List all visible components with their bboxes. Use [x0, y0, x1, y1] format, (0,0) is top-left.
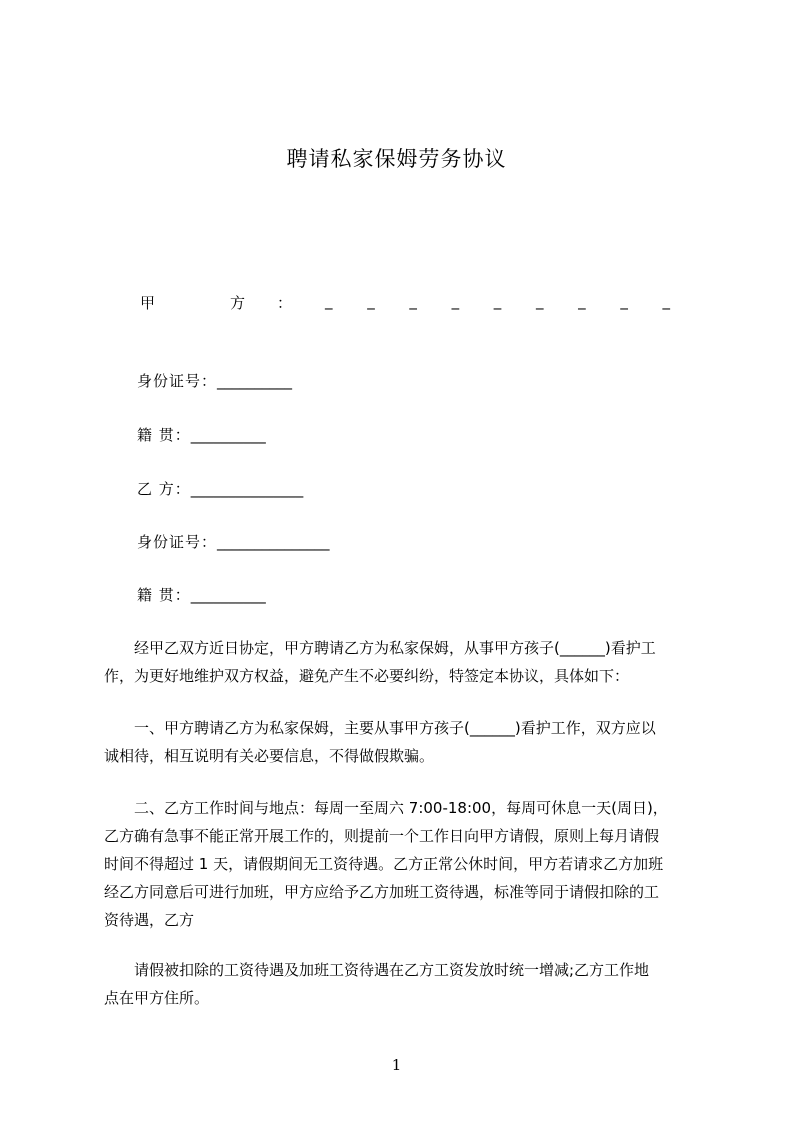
paragraph-line: 资待遇，乙方 — [104, 911, 195, 929]
field-blank: __________ — [217, 372, 293, 390]
party-b-field — [137, 478, 303, 499]
party-b-id-number-field — [137, 531, 330, 552]
clause-1-paragraph — [104, 714, 704, 770]
party-a-label-char2: 方 — [230, 294, 246, 312]
paragraph-line: 诚相待，相互说明有关必要信息，不得做假欺骗。 — [104, 747, 435, 765]
paragraph-line: 点在甲方住所。 — [104, 989, 210, 1007]
clause-2-paragraph — [104, 794, 704, 934]
field-label: 身份证号： — [137, 533, 218, 551]
blank-dash: _ — [451, 292, 460, 310]
party-a-id-number-field — [137, 370, 292, 391]
field-blank: __________ — [190, 426, 266, 444]
paragraph-line: 经甲乙双方近日协定，甲方聘请乙方为私家保姆，从事甲方孩子(______)看护工 — [104, 639, 656, 657]
party-a-row — [140, 292, 670, 316]
paragraph-line: 请假被扣除的工资待遇及加班工资待遇在乙方工资发放时统一增减;乙方工作地 — [104, 961, 650, 979]
blank-dash: _ — [535, 292, 544, 310]
blank-dash: _ — [578, 292, 586, 310]
paragraph-line: 时间不得超过 1 天，请假期间无工资待遇。乙方正常公休时间，甲方若请求乙方加班 — [104, 855, 664, 873]
intro-paragraph — [104, 634, 704, 690]
field-label: 籍 贯： — [137, 586, 191, 604]
paragraph-line: 经乙方同意后可进行加班，甲方应给予乙方加班工资待遇，标准等同于请假扣除的工 — [104, 883, 660, 901]
paragraph-line: 乙方确有急事不能正常开展工作的，则提前一个工作日向甲方请假，原则上每月请假 — [104, 827, 660, 845]
party-a-native-place-field — [137, 424, 266, 445]
field-blank: _______________ — [190, 480, 304, 498]
party-a-blank — [325, 292, 670, 310]
blank-dash: _ — [325, 292, 333, 310]
paragraph-line: 一、甲方聘请乙方为私家保姆，主要从事甲方孩子(______)看护工作，双方应以 — [104, 719, 656, 737]
blank-dash: _ — [662, 292, 670, 310]
party-b-native-place-field — [137, 584, 266, 605]
field-blank: _______________ — [217, 533, 330, 551]
paragraph-line: 作，为更好地维护双方权益，避免产生不必要纠纷，特签定本协议，具体如下： — [104, 667, 630, 685]
blank-dash: _ — [620, 292, 628, 310]
blank-dash: _ — [409, 292, 417, 310]
blank-dash: _ — [493, 292, 502, 310]
document-title: 聘请私家保姆劳务协议 — [286, 147, 507, 171]
field-blank: __________ — [190, 586, 266, 604]
field-label: 身份证号： — [137, 372, 218, 390]
party-a-colon: ： — [277, 294, 293, 312]
field-label: 乙 方： — [137, 480, 191, 498]
blank-dash: _ — [367, 292, 375, 310]
clause-2-continuation-paragraph — [104, 956, 704, 1012]
party-a-label-char1: 甲 — [140, 294, 156, 312]
page-number: 1 — [391, 1056, 402, 1074]
paragraph-line: 二、乙方工作时间与地点：每周一至周六 7:00-18:00，每周可休息一天(周日)， — [104, 799, 668, 817]
field-label: 籍 贯： — [137, 426, 191, 444]
